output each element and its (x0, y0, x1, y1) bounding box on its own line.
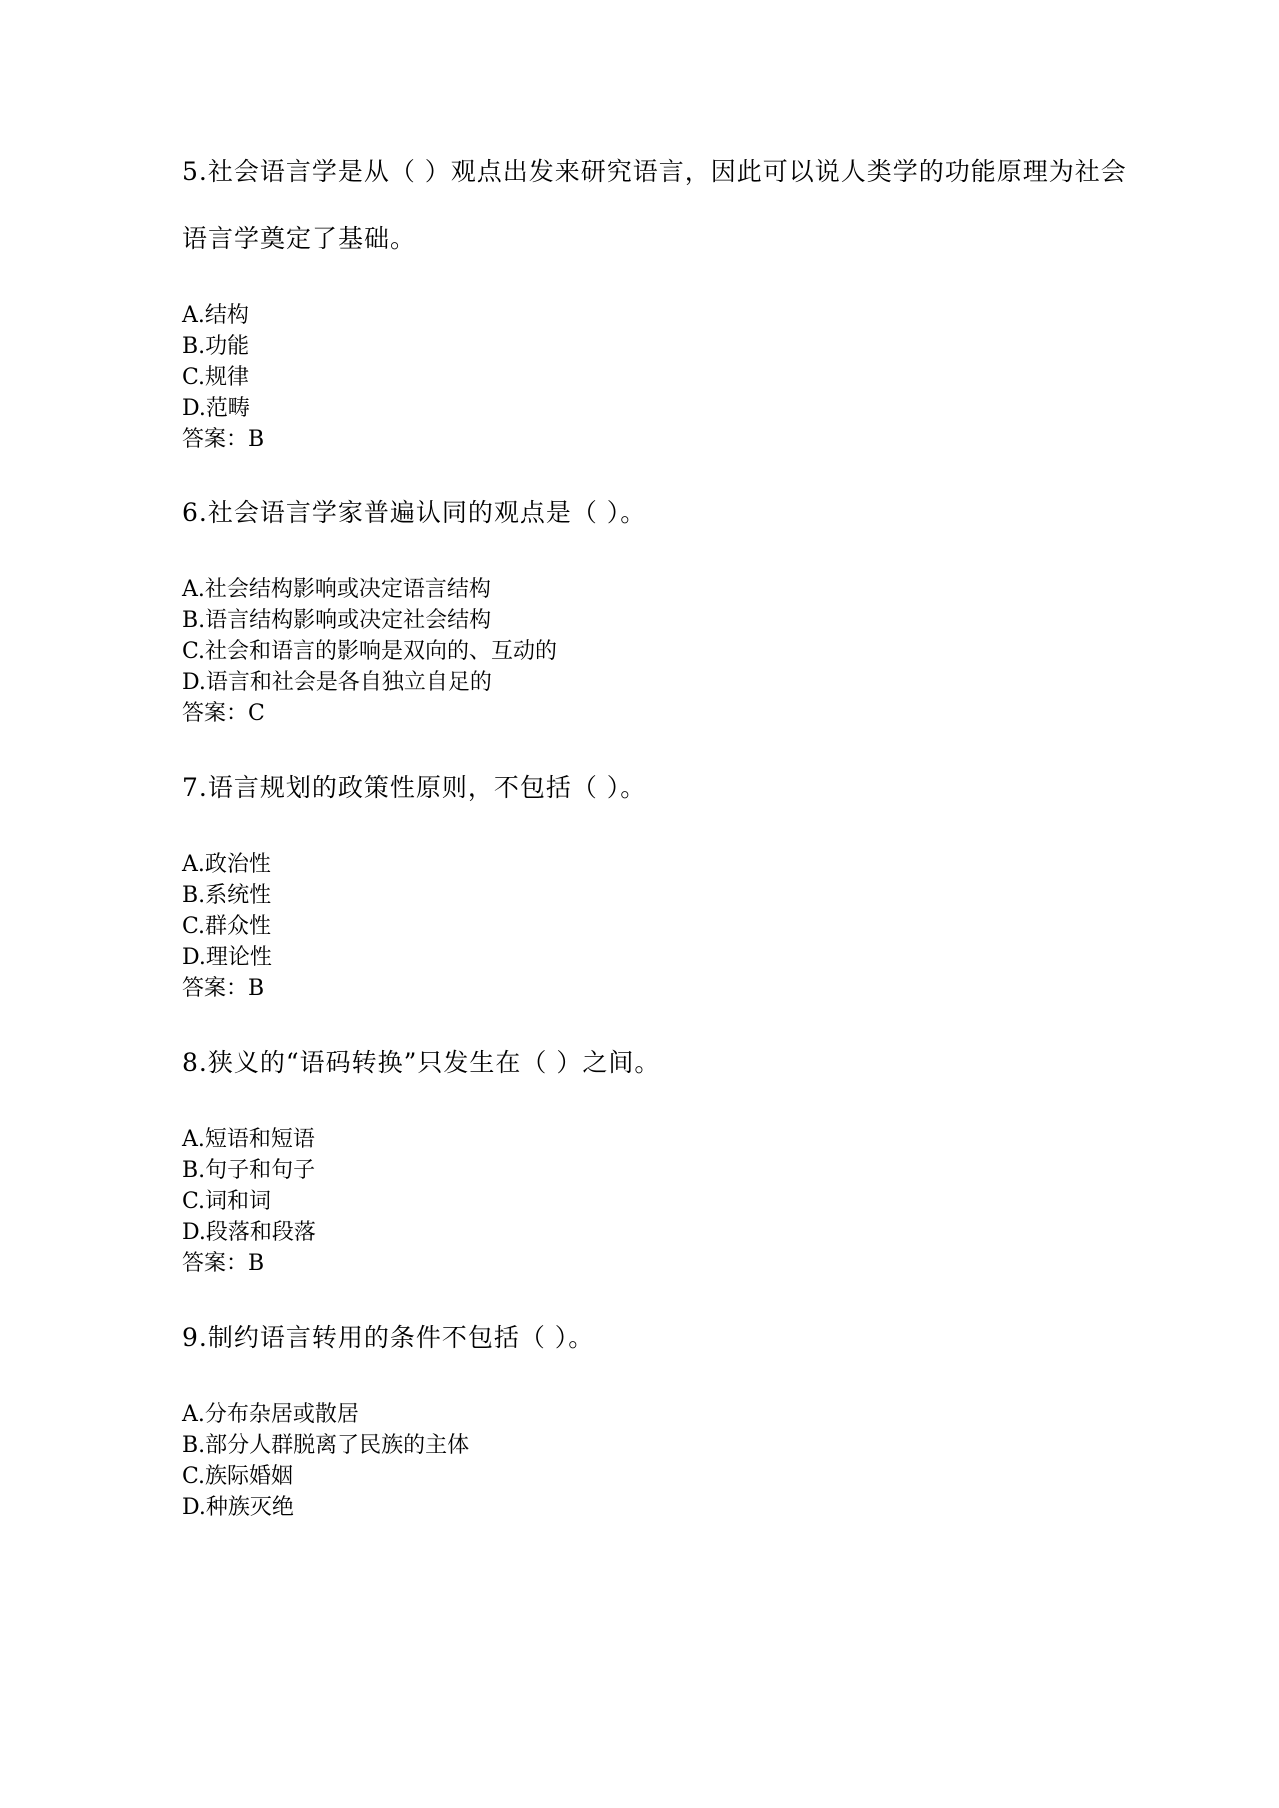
question-9 (182, 1304, 1142, 1523)
option-a: A.分布杂居或散居 (182, 1402, 359, 1427)
question-7 (182, 754, 1142, 1004)
option-d: D.理论性 (182, 945, 272, 970)
option-d: D.范畴 (182, 396, 250, 421)
option-d: D.段落和段落 (182, 1220, 316, 1245)
option-b: B.句子和句子 (182, 1158, 316, 1183)
option-list (182, 300, 1142, 455)
option-d: D.语言和社会是各自独立自足的 (182, 670, 492, 695)
option-c: C.规律 (182, 365, 250, 390)
option-list (182, 574, 1142, 729)
option-b: B.功能 (182, 334, 250, 359)
option-list (182, 1124, 1142, 1279)
option-c: C.词和词 (182, 1189, 272, 1214)
option-a: A.社会结构影响或决定语言结构 (182, 577, 491, 602)
option-c: C.社会和语言的影响是双向的、互动的 (182, 639, 558, 664)
option-a: A.短语和短语 (182, 1127, 315, 1152)
question-stem: 6.社会语言学家普遍认同的观点是（ ）。 (182, 498, 647, 527)
option-list (182, 849, 1142, 1004)
answer-text: 答案：C (182, 701, 265, 726)
answer-text: 答案：B (182, 1251, 265, 1276)
question-stem: 9.制约语言转用的条件不包括（ ）。 (182, 1323, 595, 1352)
option-b: B.部分人群脱离了民族的主体 (182, 1433, 470, 1458)
option-c: C.群众性 (182, 914, 272, 939)
question-8 (182, 1029, 1142, 1279)
answer-text: 答案：B (182, 427, 265, 452)
option-list (182, 1399, 1142, 1523)
option-a: A.结构 (182, 303, 249, 328)
question-stem: 5.社会语言学是从（ ）观点出发来研究语言，因此可以说人类学的功能原理为社会语言学奠定了基础。 (182, 157, 1127, 253)
answer-text: 答案：B (182, 976, 265, 1001)
option-d: D.种族灭绝 (182, 1495, 294, 1520)
question-stem: 8.狭义的“语码转换”只发生在（ ）之间。 (182, 1048, 661, 1077)
question-6 (182, 479, 1142, 729)
option-b: B.语言结构影响或决定社会结构 (182, 608, 492, 633)
question-5 (182, 138, 1142, 455)
question-stem: 7.语言规划的政策性原则，不包括（ ）。 (182, 773, 647, 802)
option-b: B.系统性 (182, 883, 272, 908)
option-a: A.政治性 (182, 852, 271, 877)
option-c: C.族际婚姻 (182, 1464, 294, 1489)
